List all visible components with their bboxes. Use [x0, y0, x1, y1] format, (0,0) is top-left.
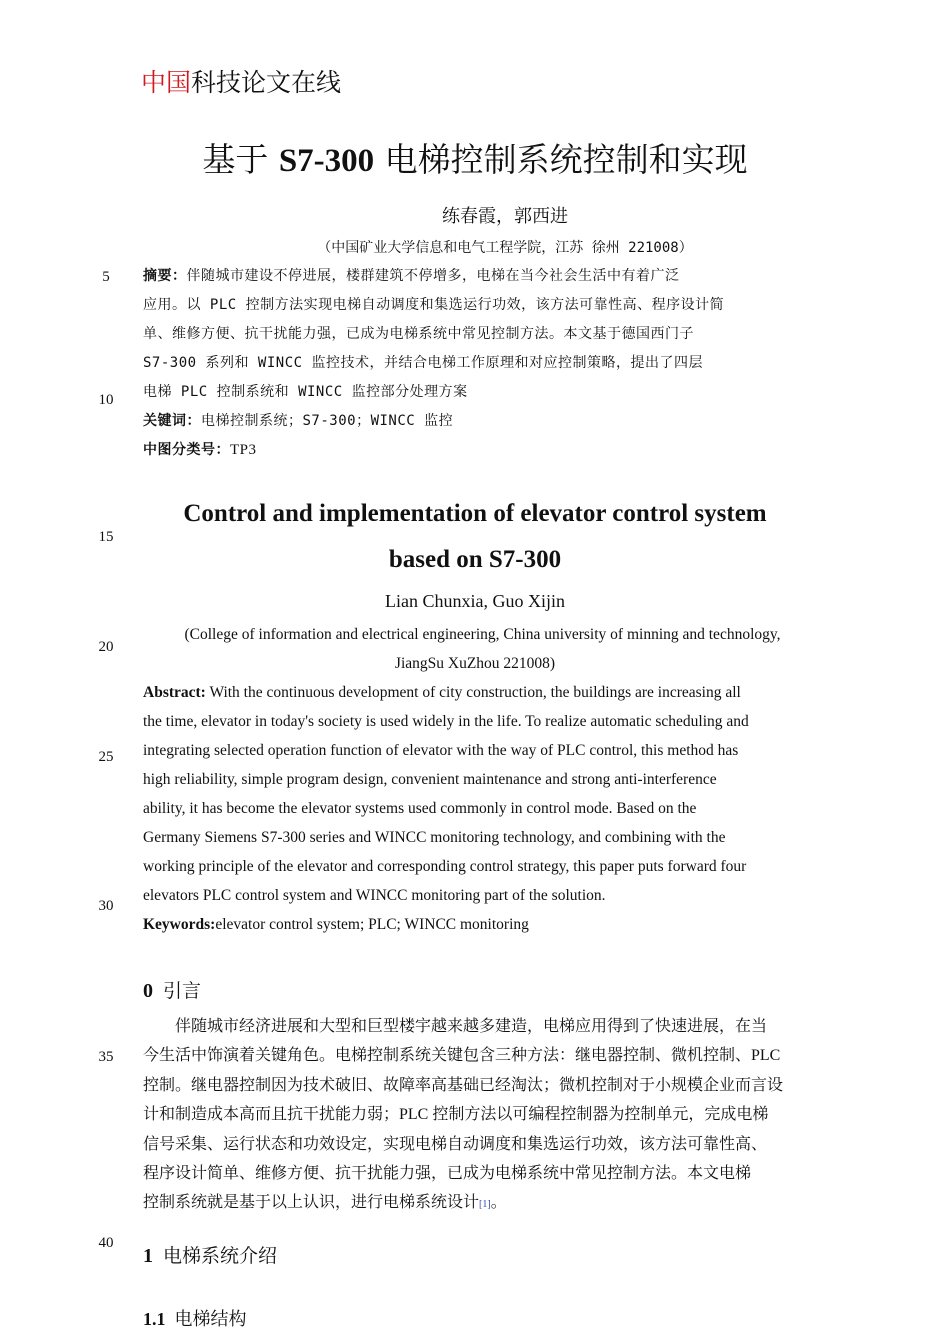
body-line: 控制。继电器控制因为技术破旧、故障率高基础已经淘汰；微机控制对于小规模企业而言设 — [143, 1077, 784, 1094]
class-text: TP3 — [230, 442, 257, 458]
abstract-label: 摘要： — [143, 268, 187, 284]
title-part: S7-300 — [278, 143, 375, 179]
en-abstract-line: Germany Siemens S7-300 series and WINCC monitoring technology, and combining with the — [143, 829, 726, 846]
section-number: 0 — [143, 980, 153, 1002]
en-title-line: based on S7-300 — [388, 546, 562, 573]
section-title: 电梯结构 — [174, 1309, 247, 1330]
line-number: 30 — [98, 898, 114, 914]
en-abstract-line: integrating selected operation function of elevator with the way of PLC control, this method has — [143, 742, 739, 759]
section-title: 电梯系统介绍 — [163, 1245, 278, 1267]
en-abstract-line: working principle of the elevator and corresponding control strategy, this paper puts forward four — [143, 858, 747, 875]
cn-abstract-line: 应用。以 PLC 控制方法实现电梯自动调度和集选运行功效，该方法可靠性高、程序设计简 — [143, 297, 725, 313]
cn-classification — [143, 443, 257, 458]
title-part: 基于 — [202, 140, 279, 179]
line-number: 25 — [98, 749, 114, 765]
section-heading-1-1 — [143, 1310, 247, 1329]
keywords-label: Keywords: — [143, 916, 216, 933]
body-line: 程序设计简单、维修方便、抗干扰能力强，已成为电梯系统中常见控制方法。本文电梯 — [143, 1165, 752, 1182]
cn-authors: 练春霞，郭西进 — [442, 206, 568, 226]
section-heading-1 — [143, 1246, 277, 1266]
line-number: 10 — [98, 392, 114, 408]
class-label: 中图分类号： — [143, 442, 230, 458]
en-abstract-line: the time, elevator in today's society is used widely in the life. To realize automatic scheduling and — [143, 713, 749, 730]
keywords-text: 电梯控制系统；S7-300；WINCC 监控 — [201, 413, 454, 429]
body-line: 信号采集、运行状态和功效设定，实现电梯自动调度和集选运行功效，该方法可靠性高、 — [143, 1136, 768, 1153]
keywords-label: 关键词： — [143, 413, 201, 429]
en-abstract-line: high reliability, simple program design, convenient maintenance and strong anti-interference — [143, 771, 717, 788]
en-keywords — [143, 917, 529, 933]
cn-abstract-line: S7-300 系列和 WINCC 监控技术，并结合电梯工作原理和对应控制策略，提出了四层 — [143, 355, 704, 371]
line-number: 5 — [102, 269, 110, 285]
line-number: 15 — [98, 529, 114, 545]
logo-text: 科技论文在线 — [191, 68, 342, 97]
cn-affiliation: （中国矿业大学信息和电气工程学院，江苏 徐州 221008） — [317, 240, 693, 256]
line-number: 20 — [98, 639, 114, 655]
cn-abstract-line — [143, 269, 680, 283]
line-number: 40 — [98, 1235, 114, 1251]
cn-abstract-line: 单、维修方便、抗干扰能力强，已成为电梯系统中常见控制方法。本文基于德国西门子 — [143, 326, 694, 342]
cn-abstract-line: 电梯 PLC 控制系统和 WINCC 监控部分处理方案 — [143, 384, 468, 400]
body-line — [143, 1195, 507, 1211]
body-line: 今生活中饰演着关键角色。电梯控制系统关键包含三种方法：继电器控制、微机控制、PLC — [143, 1047, 781, 1064]
en-affiliation: (College of information and electrical engineering, China university of minning and technology, — [184, 626, 781, 643]
body-line: 计和制造成本高而且抗干扰能力弱；PLC 控制方法以可编程控制器为控制单元，完成电梯 — [143, 1106, 769, 1123]
abstract-text: With the continuous development of city construction, the buildings are increasing all — [205, 684, 741, 701]
cn-keywords — [143, 414, 453, 428]
logo-red-text: 中国 — [141, 68, 192, 97]
body-text: 。 — [490, 1194, 507, 1211]
section-number: 1 — [143, 1245, 153, 1267]
en-abstract-line: elevators PLC control system and WINCC monitoring part of the solution. — [143, 887, 606, 904]
en-authors: Lian Chunxia, Guo Xijin — [385, 591, 565, 611]
title-part: 电梯控制系统控制和实现 — [374, 140, 748, 179]
body-text: 控制系统就是基于以上认识，进行电梯系统设计 — [143, 1194, 480, 1211]
en-abstract-line: ability, it has become the elevator systems used commonly in control mode. Based on the — [143, 800, 697, 817]
citation-link[interactable]: [1] — [479, 1199, 491, 1210]
en-affiliation: JiangSu XuZhou 221008) — [394, 655, 556, 672]
section-number: 1.1 — [143, 1309, 166, 1329]
page-title — [0, 140, 950, 179]
abstract-text: 伴随城市建设不停进展，楼群建筑不停增多，电梯在当今社会生活中有着广泛 — [186, 268, 680, 284]
line-number: 35 — [98, 1049, 114, 1065]
site-logo — [141, 70, 341, 95]
body-line: 伴随城市经济进展和大型和巨型楼宇越来越多建造，电梯应用得到了快速进展，在当 — [175, 1018, 768, 1035]
abstract-label: Abstract: — [143, 684, 206, 701]
en-title-line: Control and implementation of elevator control system — [183, 500, 767, 527]
en-abstract-line — [143, 685, 741, 701]
section-title: 引言 — [163, 980, 202, 1002]
keywords-text: elevator control system; PLC; WINCC monitoring — [215, 916, 529, 933]
section-heading-0 — [143, 981, 201, 1001]
